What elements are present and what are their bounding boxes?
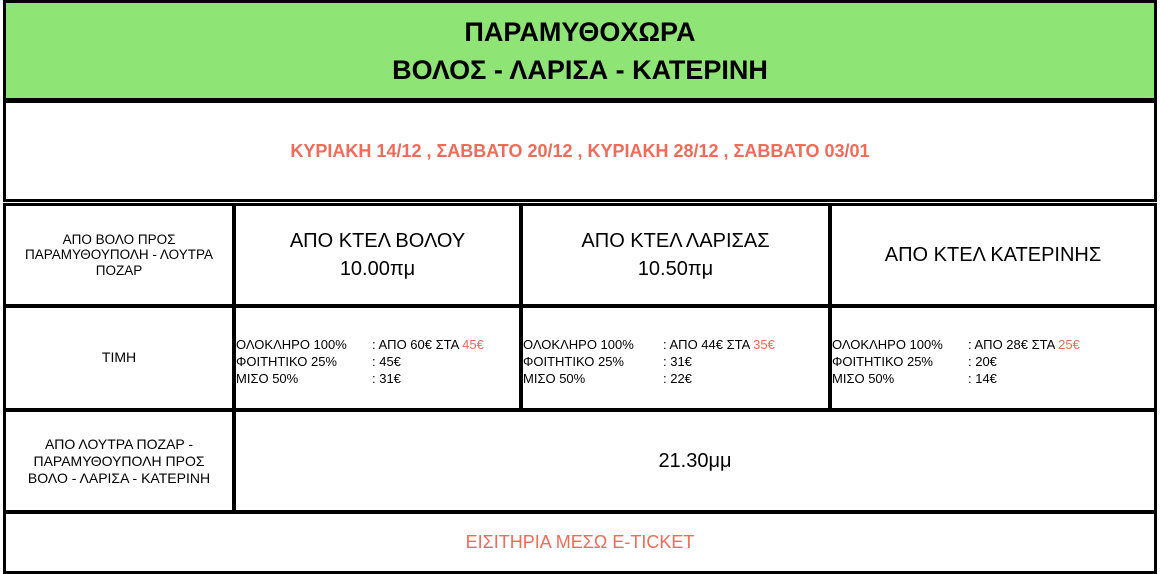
outbound-label: ΑΠΟ ΒΟΛΟ ΠΡΟΣ ΠΑΡΑΜΥΘΟΥΠΟΛΗ - ΛΟΥΤΡΑ ΠΟΖΑΡ [25, 231, 213, 278]
price-volos-cell [233, 305, 522, 411]
price-half-value: : 22€ [663, 370, 692, 386]
price-full-discount: 35€ [753, 336, 775, 352]
price-student-line [832, 353, 997, 370]
price-full-value: : ΑΠΟ 28€ ΣΤΑ [968, 336, 1059, 352]
price-student-value: : 20€ [968, 353, 997, 369]
title-line-1: ΠΑΡΑΜΥΘΟΧΩΡΑ [464, 16, 696, 47]
price-half-value: : 14€ [968, 370, 997, 386]
price-label: ΤΙΜΗ [101, 349, 137, 366]
price-half-label: ΜΙΣΟ 50% [523, 370, 586, 386]
dates-row [3, 100, 1157, 202]
price-student-line [523, 353, 692, 370]
title-banner [3, 0, 1157, 101]
price-half-value: : 31€ [372, 370, 401, 386]
dates-text: ΚΥΡΙΑΚΗ 14/12 , ΣΑΒΒΑΤΟ 20/12 , ΚΥΡΙΑΚΗ 28/12 , ΣΑΒΒΑΤΟ 03/01 [290, 140, 870, 161]
price-full-discount: 25€ [1058, 336, 1080, 352]
price-full-label: ΟΛΟΚΛΗΡΟ 100% [236, 336, 347, 352]
departure-katerini-cell [829, 203, 1157, 307]
price-half-line [236, 370, 401, 387]
price-full-label: ΟΛΟΚΛΗΡΟ 100% [523, 336, 634, 352]
title-line-2: ΒΟΛΟΣ - ΛΑΡΙΣΑ - ΚΑΤΕΡΙΝΗ [392, 54, 768, 85]
price-half-line [523, 370, 692, 387]
price-full-line [523, 336, 775, 353]
price-half-label: ΜΙΣΟ 50% [236, 370, 299, 386]
return-time-cell [233, 409, 1157, 513]
return-label-cell [3, 409, 235, 513]
price-student-label: ΦΟΙΤΗΤΙΚΟ 25% [523, 353, 624, 369]
price-student-value: : 31€ [663, 353, 692, 369]
price-student-line [236, 353, 401, 370]
price-half-label: ΜΙΣΟ 50% [832, 370, 895, 386]
price-full-line [832, 336, 1080, 353]
return-label: ΑΠΟ ΛΟΥΤΡΑ ΠΟΖΑΡ - ΠΑΡΑΜΥΘΟΥΠΟΛΗ ΠΡΟΣ ΒΟΛΟ - ΛΑΡΙΣΑ - ΚΑΤΕΡΙΝΗ [27, 435, 211, 486]
price-full-value: : ΑΠΟ 44€ ΣΤΑ [663, 336, 754, 352]
departure-name: ΑΠΟ ΚΤΕΛ ΒΟΛΟΥ [289, 230, 466, 252]
price-half-line [832, 370, 997, 387]
ticket-note-row [3, 511, 1157, 574]
price-katerini-cell [829, 305, 1157, 411]
price-full-label: ΟΛΟΚΛΗΡΟ 100% [832, 336, 943, 352]
departure-name: ΑΠΟ ΚΤΕΛ ΛΑΡΙΣΑΣ [581, 230, 770, 252]
price-full-value: : ΑΠΟ 60€ ΣΤΑ [372, 336, 463, 352]
price-larisa-cell [520, 305, 831, 411]
price-student-label: ΦΟΙΤΗΤΙΚΟ 25% [236, 353, 337, 369]
ticket-note: ΕΙΣΙΤΗΡΙΑ ΜΕΣΩ E-TICKET [465, 532, 695, 552]
departure-time: 10.00πμ [339, 258, 416, 280]
departure-name: ΑΠΟ ΚΤΕΛ ΚΑΤΕΡΙΝΗΣ [884, 244, 1102, 266]
return-time: 21.30μμ [658, 449, 732, 472]
departure-time: 10.50πμ [637, 258, 714, 280]
outbound-label-cell [3, 203, 235, 307]
price-student-value: : 45€ [372, 353, 401, 369]
price-label-cell [3, 305, 235, 411]
departure-larisa-cell [520, 203, 831, 307]
price-full-line [236, 336, 484, 353]
departure-volos-cell [233, 203, 522, 307]
price-student-label: ΦΟΙΤΗΤΙΚΟ 25% [832, 353, 933, 369]
price-full-discount: 45€ [462, 336, 484, 352]
